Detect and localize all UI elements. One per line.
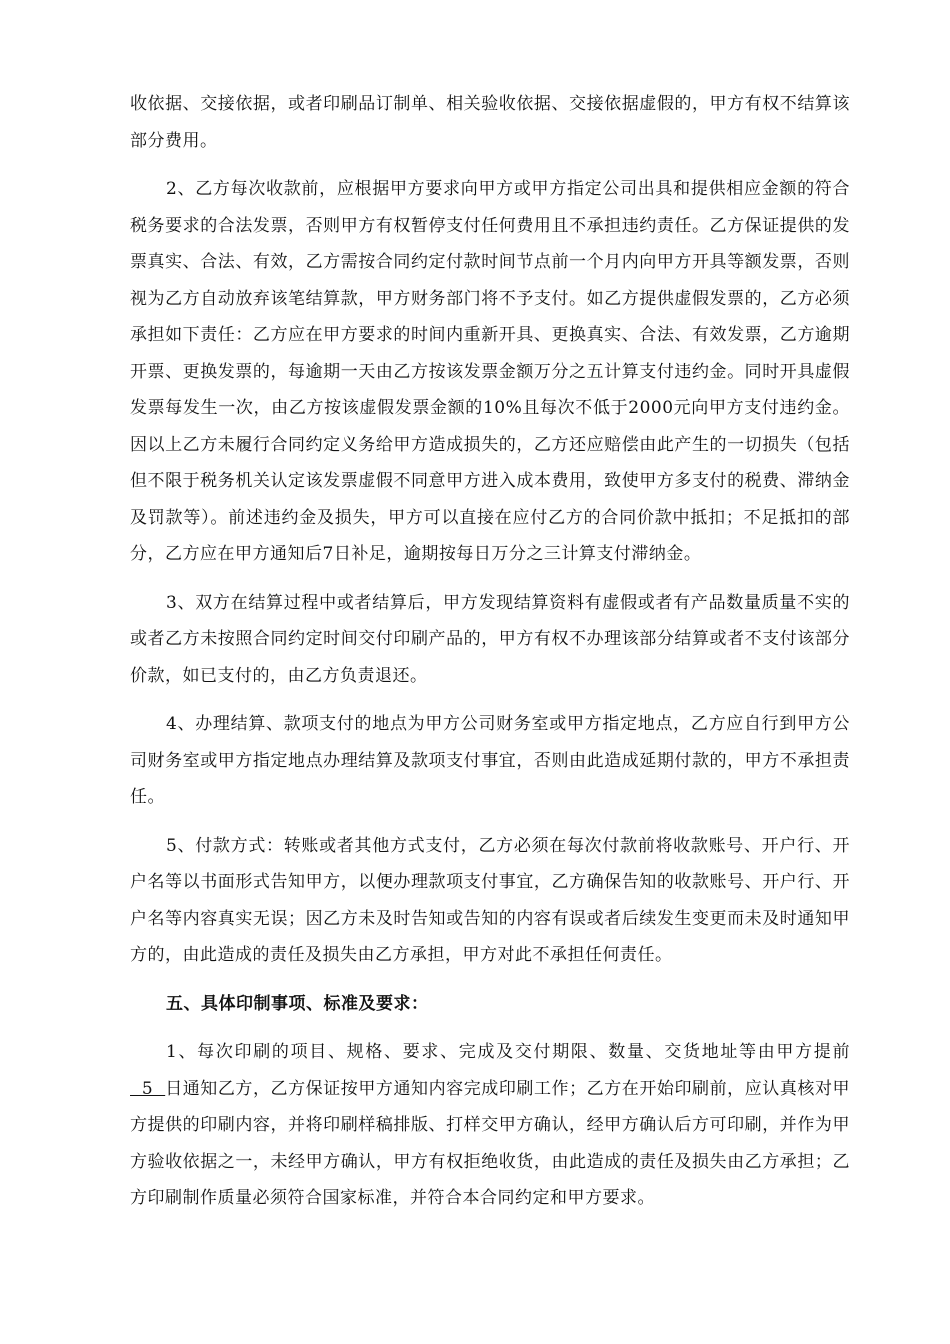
paragraph-settlement-clause: 3、双方在结算过程中或者结算后，甲方发现结算资料有虚假或者有产品数量质量不实的或者乙方未按照合同约定时间交付印刷产品的，甲方有权不办理该部分结算或者不支付该部分价款，如已支付的，由乙方负责退还。 bbox=[130, 592, 850, 686]
section-heading-five: 五、具体印制事项、标准及要求： bbox=[166, 993, 429, 1014]
paragraph-invoice-clause: 2、乙方每次收款前，应根据甲方要求向甲方或甲方指定公司出具和提供相应金额的符合税务要求的合法发票，否则甲方有权暂停支付任何费用且不承担违约责任。乙方保证提供的发票真实、合法、有效，乙方需按合同约定付款时间节点前一个月内向甲方开具等额发票，否则视为乙方自动放弃该笔结算款，甲方财务部门将不予支付。如乙方提供虚假发票的，乙方必须承担如下责任：乙方应在甲方要求的时间内重新开具、更换真实、合法、有效发票，乙方逾期开票、更换发票的，每逾期一天由乙方按该发票金额万分之五计算支付违约金。同时开具虚假发票每发生一次，由乙方按该虚假发票金额的10%且每次不低于2000元向甲方支付违约金。因以上乙方未履行合同约定义务给甲方造成损失的，乙方还应赔偿由此产生的一切损失（包括但不限于税务机关认定该发票虚假不同意甲方进入成本费用，致使甲方多支付的税费、滞纳金及罚款等）。前述违约金及损失，甲方可以直接在应付乙方的合同价款中抵扣；不足抵扣的部分，乙方应在甲方通知后7日补足，逾期按每日万分之三计算支付滞纳金。 bbox=[130, 179, 850, 564]
paragraph-payment-method-clause: 5、付款方式：转账或者其他方式支付，乙方必须在每次付款前将收款账号、开户行、开户名等以书面形式告知甲方，以便办理款项支付事宜，乙方确保告知的收款账号、开户行、开户名等内容真实无误；因乙方未及时告知或告知的内容有误或者后续发生变更而未及时通知甲方的，由此造成的责任及损失由乙方承担，甲方对此不承担任何责任。 bbox=[130, 835, 850, 965]
clause-text-after-days: 日通知乙方，乙方保证按甲方通知内容完成印刷工作；乙方在开始印刷前，应认真核对甲方提供的印刷内容，并将印刷样稿排版、打样交甲方确认，经甲方确认后方可印刷，并作为甲方验收依据之一，未经甲方确认，甲方有权拒绝收货，由此造成的责任及损失由乙方承担；乙方印刷制作质量必须符合国家标准，并符合本合同约定和甲方要求。 bbox=[130, 1078, 851, 1208]
paragraph-payment-location-clause: 4、办理结算、款项支付的地点为甲方公司财务室或甲方指定地点，乙方应自行到甲方公司财务室或甲方指定地点办理结算及款项支付事宜，否则由此造成延期付款的，甲方不承担责任。 bbox=[130, 714, 850, 807]
notice-days-value: 5 bbox=[130, 1078, 166, 1099]
paragraph-continuation: 收依据、交接依据，或者印刷品订制单、相关验收依据、交接依据虚假的，甲方有权不结算该部分费用。 bbox=[130, 94, 850, 151]
clause-text-before-days: 1、每次印刷的项目、规格、要求、完成及交付期限、数量、交货地址等由甲方提前 bbox=[166, 1042, 850, 1062]
document-page bbox=[130, 86, 850, 1229]
paragraph-printing-notice-clause bbox=[130, 1034, 850, 1217]
